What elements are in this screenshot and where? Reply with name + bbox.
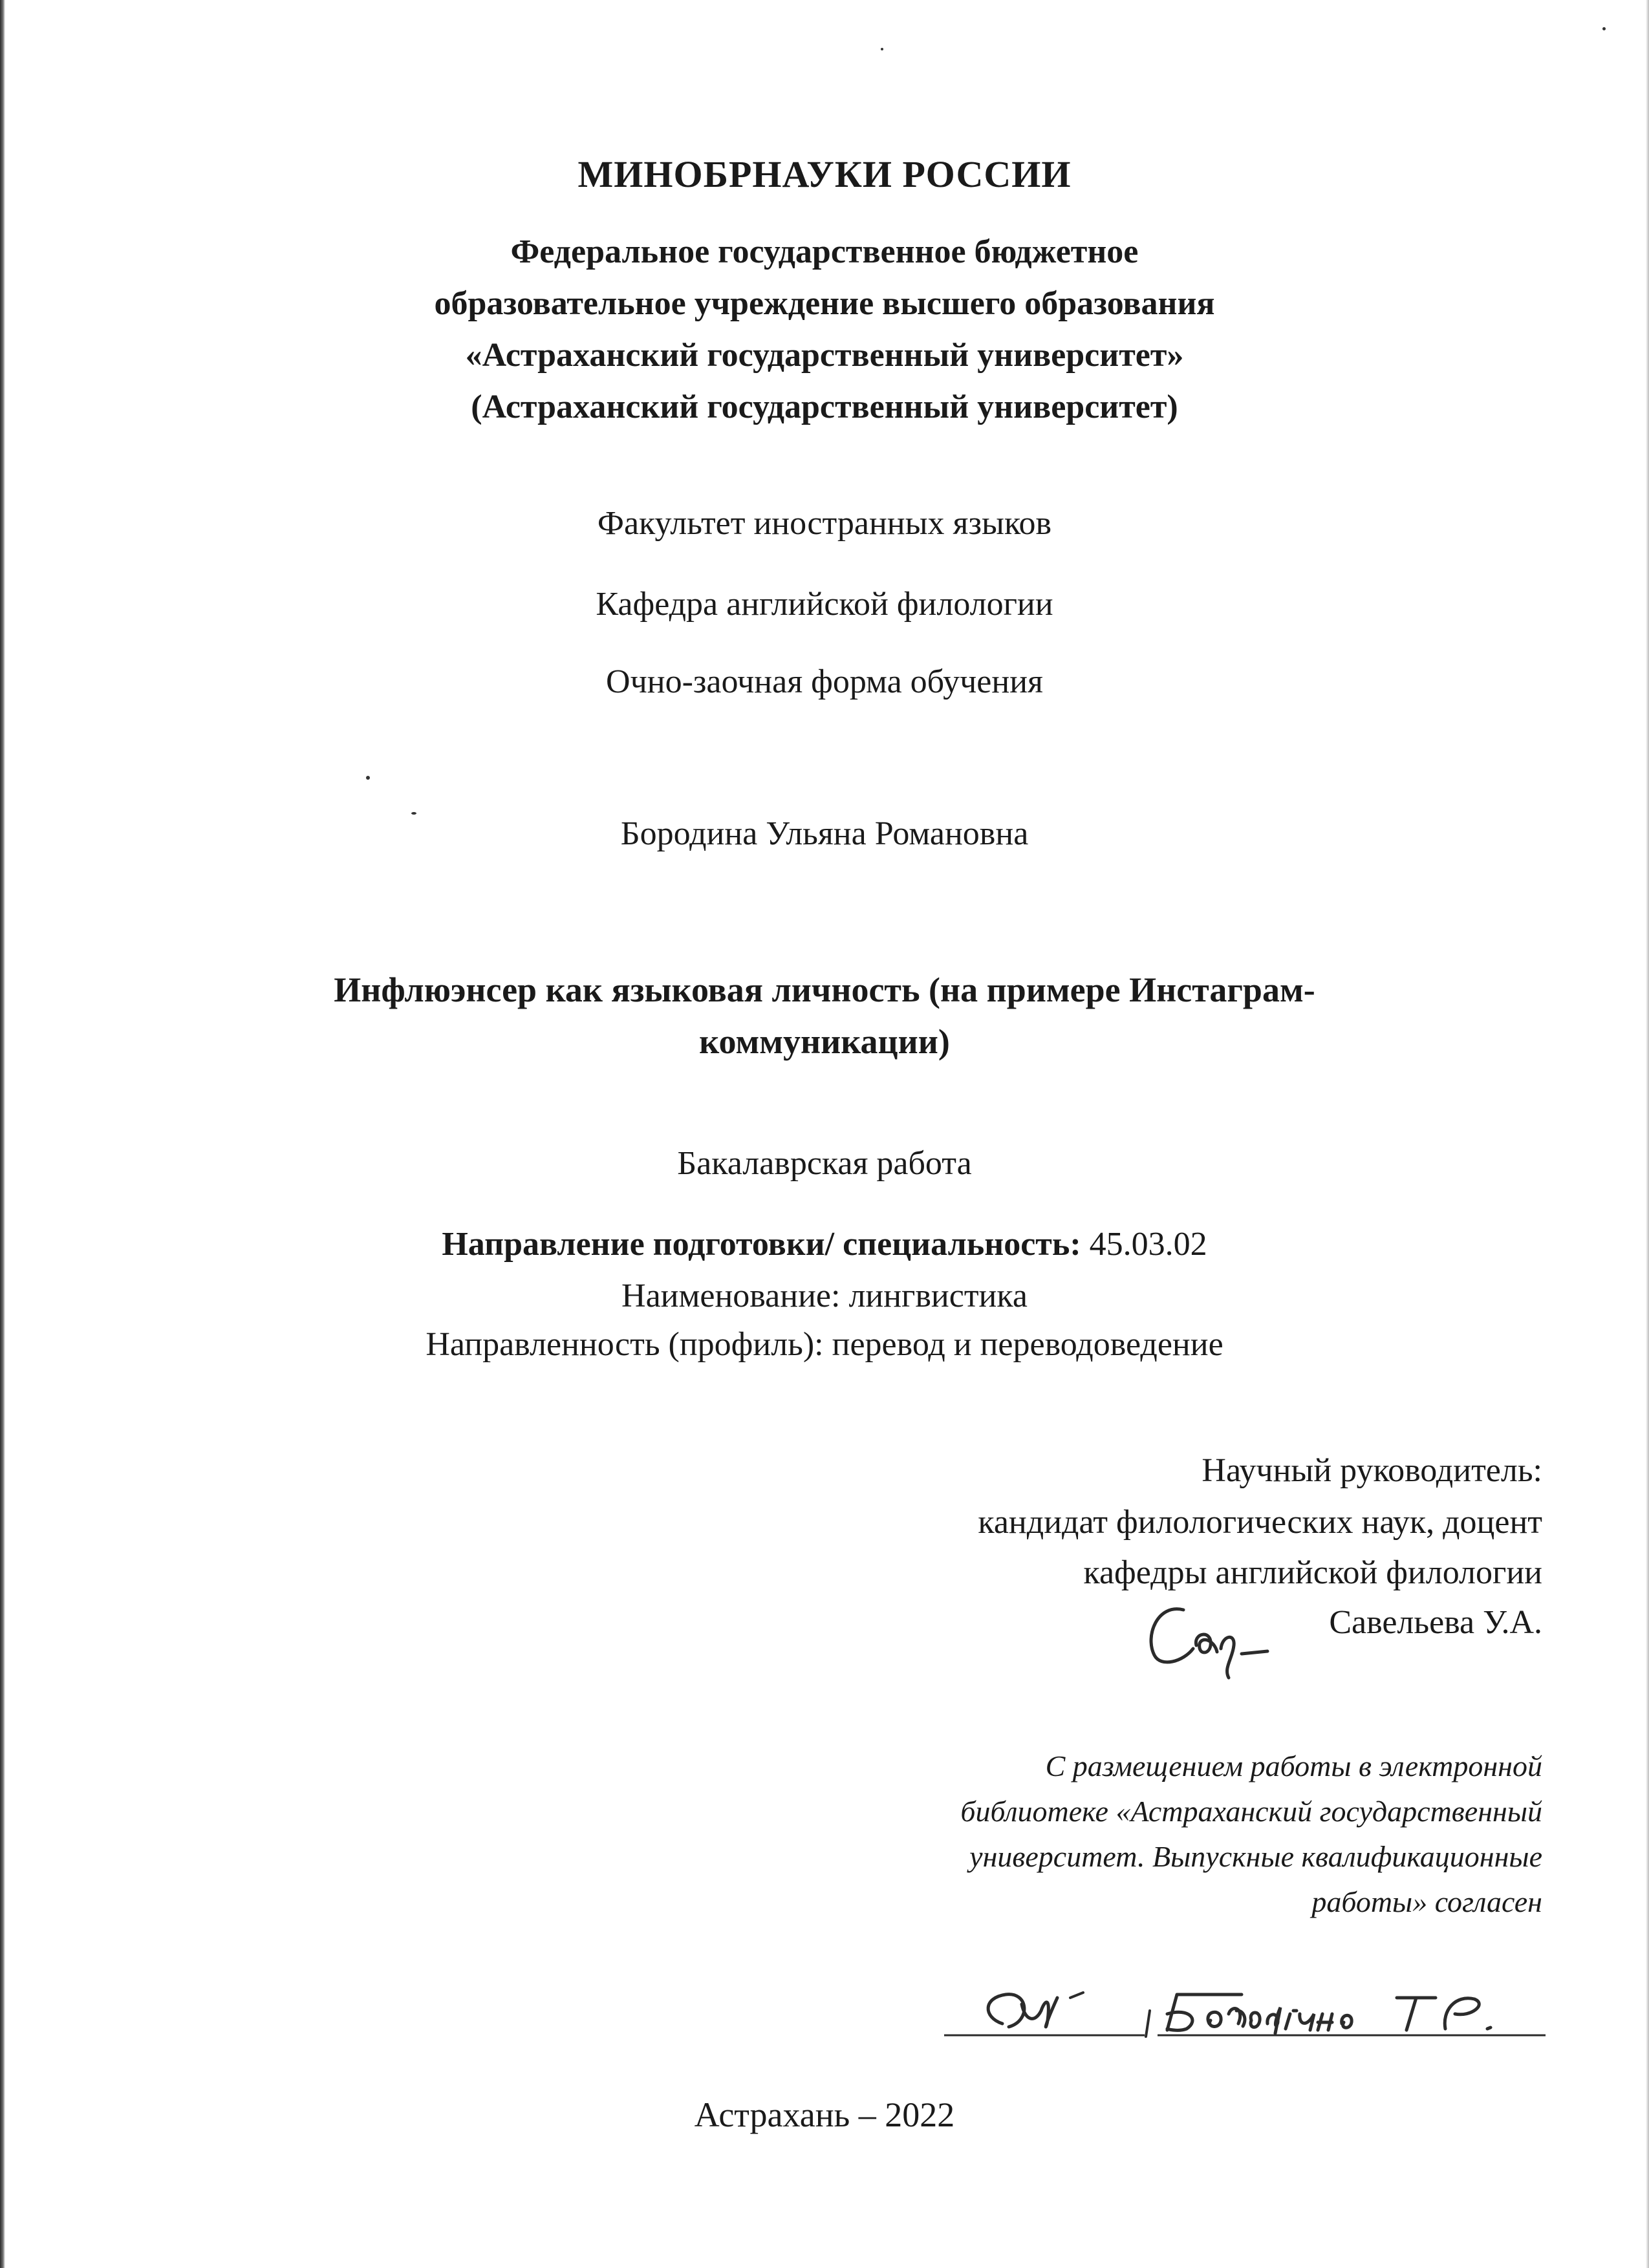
city-year: Астрахань – 2022 (694, 2095, 955, 2134)
specialty-code: 45.03.02 (1081, 1226, 1207, 1263)
scan-speck (1602, 27, 1606, 30)
specialty-line (0, 1225, 1649, 1263)
thesis-title-line-2: коммуникации) (699, 1022, 950, 1061)
ministry-heading: МИНОБРНАУКИ РОССИИ (577, 153, 1072, 195)
thesis-title-line-1: Инфлюэнсер как языковая личность (на примере Инстаграм- (334, 970, 1315, 1009)
scan-speck (881, 48, 883, 50)
institution-line-3: «Астраханский государственный университет» (465, 337, 1184, 374)
institution-line-4: (Астраханский государственный университет) (471, 389, 1178, 425)
supervisor-signature (1138, 1584, 1280, 1681)
consent-line-4: работы» согласен (1311, 1885, 1542, 1918)
supervisor-department: кафедры английской филологии (1083, 1554, 1542, 1591)
supervisor-degree: кандидат филологических наук, доцент (978, 1504, 1542, 1541)
work-type: Бакалаврская работа (677, 1145, 972, 1182)
consent-line-3: университет. Выпускные квалификационные (969, 1840, 1542, 1873)
specialty-name-line: Наименование: лингвистика (621, 1278, 1028, 1314)
student-signature-block (944, 1985, 1546, 2043)
faculty-line: Факультет иностранных языков (597, 505, 1052, 542)
supervisor-label: Научный руководитель: (1202, 1452, 1542, 1489)
study-form-line: Очно-заочная форма обучения (606, 663, 1043, 700)
department-line: Кафедра английской филологии (596, 586, 1053, 623)
specialty-profile-line: Направленность (профиль): перевод и переводоведение (426, 1326, 1223, 1363)
institution-line-1: Федеральное государственное бюджетное (510, 233, 1139, 270)
consent-line-1: С размещением работы в электронной (1045, 1749, 1542, 1782)
supervisor-name: Савельева У.А. (1329, 1604, 1542, 1641)
consent-line-2: библиотеке «Астраханский государственный (960, 1795, 1542, 1828)
specialty-label: Направление подготовки/ специальность: (442, 1226, 1081, 1263)
scan-speck (366, 776, 370, 780)
author-name: Бородина Ульяна Романовна (620, 815, 1029, 852)
institution-line-2: образовательное учреждение высшего образования (434, 285, 1215, 322)
